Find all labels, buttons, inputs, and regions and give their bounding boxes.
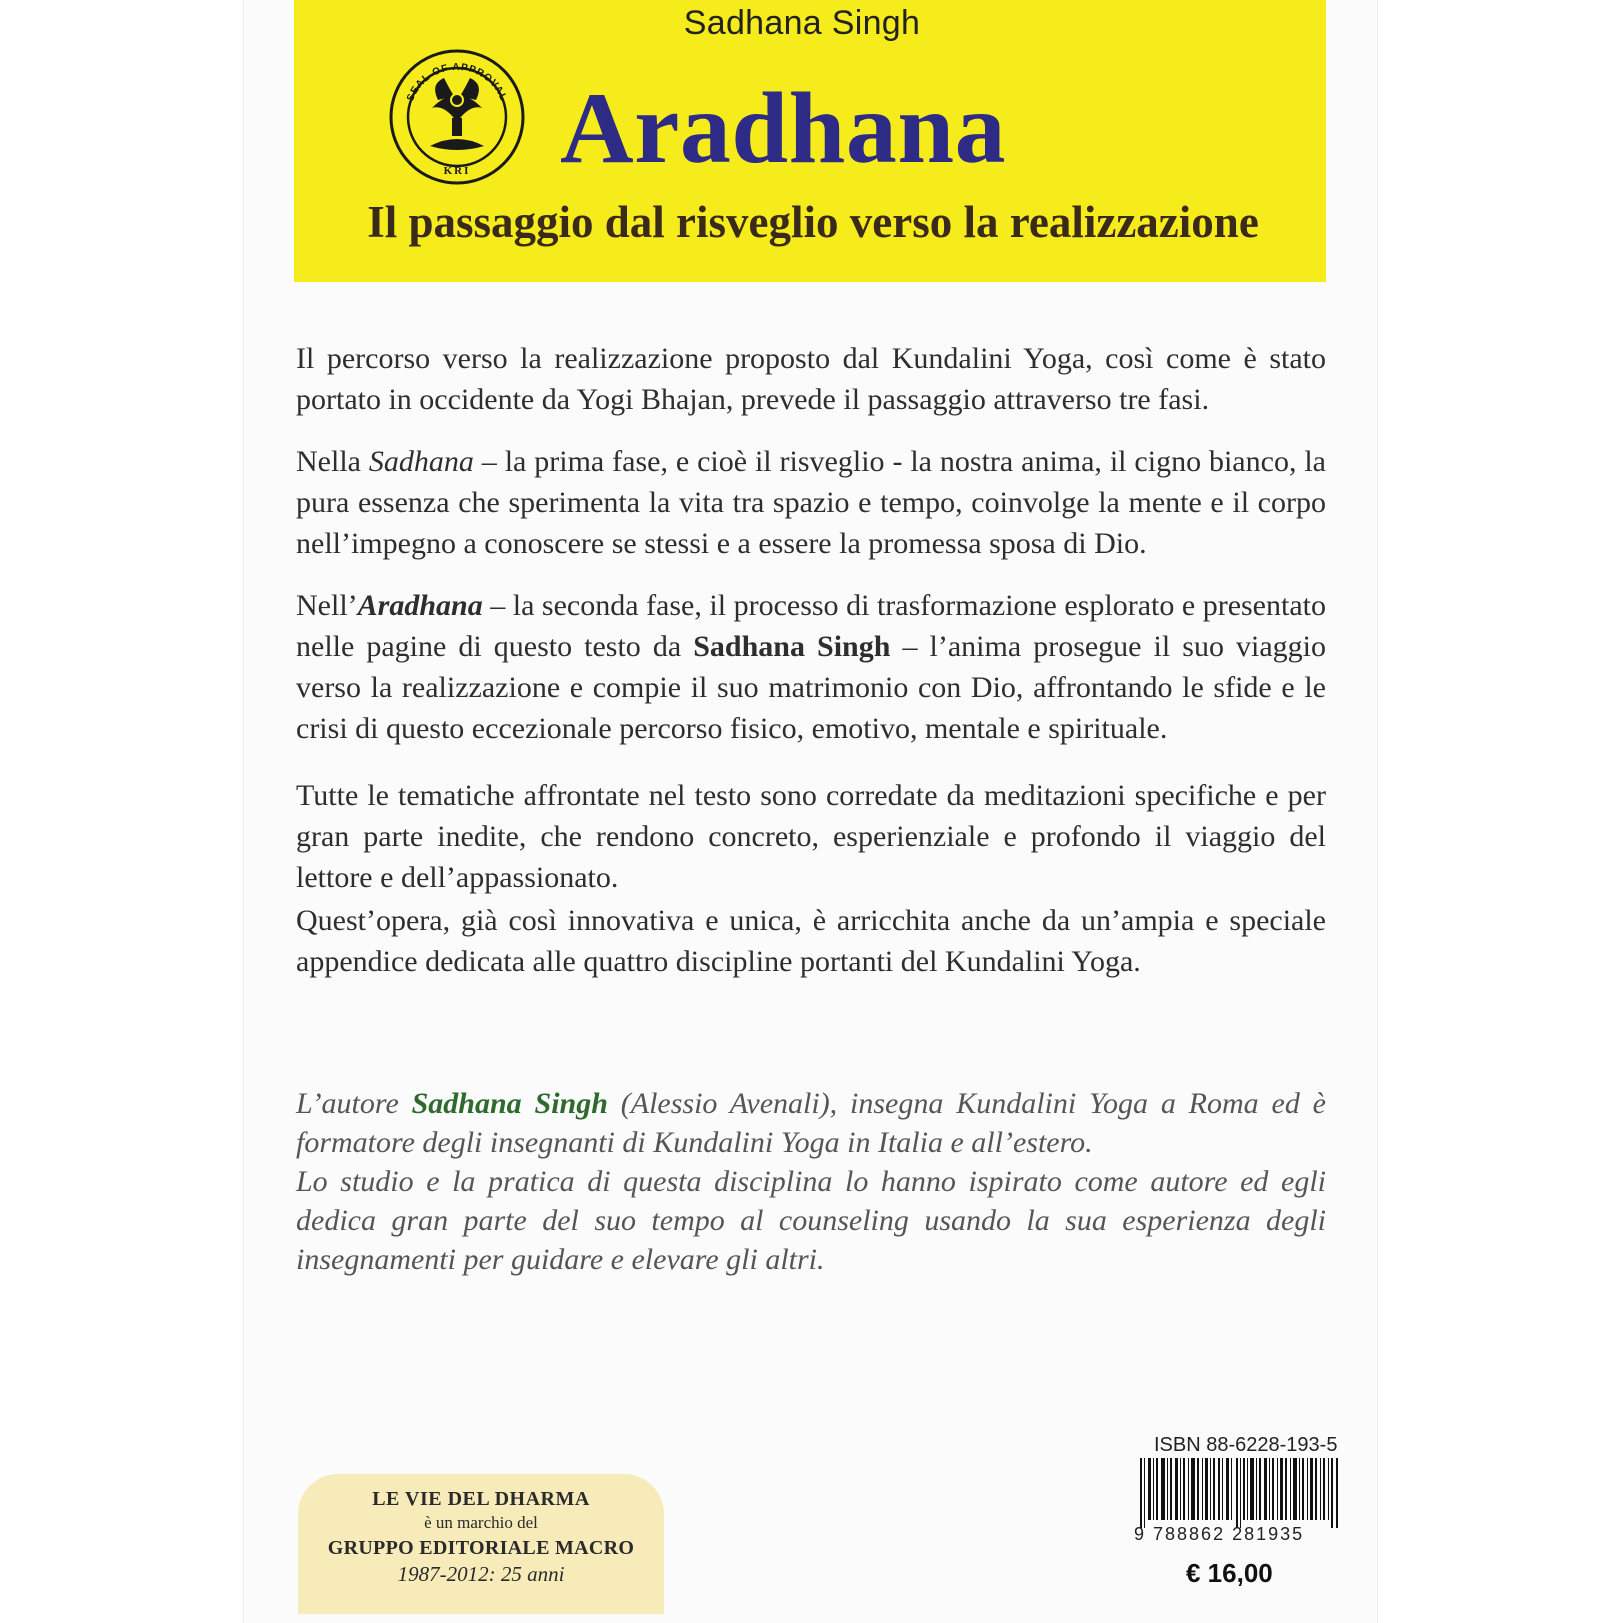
paragraph-5: Quest’opera, già così innovativa e unica, è arricchita anche da un’ampia e speciale appendice dedicata alle quattro discipline portanti del Kundalini Yoga. [296, 904, 1326, 978]
barcode-number: 9 788862 281935 [1134, 1524, 1305, 1544]
publisher-imprint: LE VIE DEL DHARMA [372, 1488, 590, 1510]
bio-paragraph-2: Lo studio e la pratica di questa disciplina lo hanno ispirato come autore ed egli dedica gran parte del suo tempo al counseling usando la sua esperienza degli insegnamenti per guidare e elevare gli altri. [296, 1165, 1326, 1276]
bio-paragraph-1: L’autore Sadhana Singh (Alessio Avenali), insegna Kundalini Yoga a Roma ed è formatore degli insegnanti di Kundalini Yoga in Italia e all’estero. [296, 1087, 1326, 1159]
seal-top-text: SEAL OF APPROVAL [405, 61, 509, 103]
barcode-icon [1140, 1458, 1340, 1528]
publisher-box [298, 1474, 664, 1614]
isbn-label: ISBN 88-6228-193-5 [1154, 1434, 1338, 1456]
publisher-anniversary: 1987-2012: 25 anni [397, 1562, 565, 1586]
author-name: Sadhana Singh [683, 4, 921, 42]
kri-seal-icon [388, 48, 526, 186]
paragraph-3: Nell’Aradhana – la seconda fase, il processo di trasformazione esplorato e presentato nelle pagine di questo testo da Sadhana Singh – l’anima prosegue il suo viaggio verso la realizzazione e compie il suo matrimonio con Dio, affrontando le sfide e le crisi di questo eccezionale percorso fisico, emotivo, mentale e spirituale. [296, 589, 1326, 745]
paragraph-2: Nella Sadhana – la prima fase, e cioè il risveglio - la nostra anima, il cigno bianco, la pura essenza che sperimenta la vita tra spazio e tempo, coinvolge la mente e il corpo nell’impegno a conoscere se stessi e a essere la promessa sposa di Dio. [296, 445, 1327, 560]
bio-author-name: Sadhana Singh [411, 1087, 608, 1120]
paragraph-4: Tutte le tematiche affrontate nel testo sono corredate da meditazioni specifiche e per gran parte inedite, che rendono concreto, esperienziale e profondo il viaggio del lettore e dell’appassionato. [296, 779, 1326, 894]
publisher-note: è un marchio del [424, 1513, 538, 1532]
seal-bottom-text: KRI [443, 165, 471, 177]
author-bio [296, 1084, 1326, 1279]
publisher-group: GRUPPO EDITORIALE MACRO [327, 1537, 635, 1559]
paragraph-1: Il percorso verso la realizzazione proposto dal Kundalini Yoga, così come è stato portato in occidente da Yogi Bhajan, prevede il passaggio attraverso tre fasi. [296, 342, 1326, 416]
book-title: Aradhana [560, 72, 1007, 185]
book-subtitle: Il passaggio dal risveglio verso la realizzazione [367, 197, 1259, 247]
description [296, 338, 1326, 1003]
price: € 16,00 [1186, 1558, 1273, 1588]
